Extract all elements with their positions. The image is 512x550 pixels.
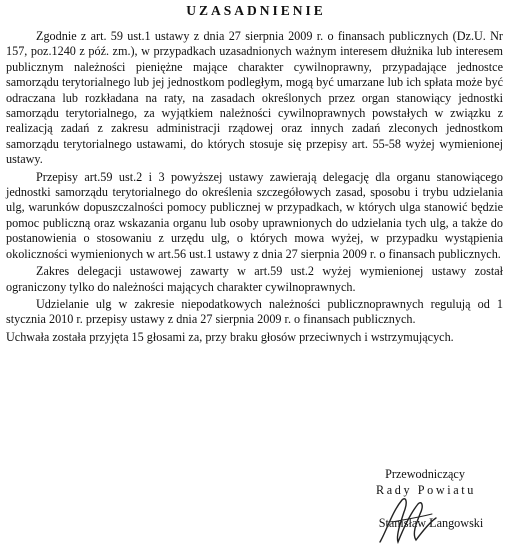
signature-organ: Rady Powiatu	[376, 483, 476, 498]
paragraph-scope: Zakres delegacji ustawowej zawarty w art.59 ust.2 wyżej wymienionej ustawy został ograniczony tylko do należności mających charakter cywilnoprawnych.	[6, 264, 503, 294]
paragraph-vote: Uchwała została przyjęta 15 głosami za, przy braku głosów przeciwnych i wstrzymujących.	[6, 329, 454, 344]
document-body	[6, 29, 503, 345]
paragraph-legal-basis: Zgodnie z art. 59 ust.1 ustawy z dnia 27 sierpnia 2009 r. o finansach publicznych (Dz.U. Nr 157, poz.1240 z póź. zm.), w przypadkach uzasadnionych ważnym interesem dłużnika lub interesem publicznym należności pieniężne mające charakter cywilnoprawny, przypadające jednostce samorządu terytorialnego lub jej jednostkom podległym, mogą być umarzane lub ich spłata może być odraczana lub rozkładana na raty, na zasadach określonych przez organ stanowiący jednostki samorządu terytorialnego, za wyjątkiem należności cywilnoprawnych powstałych w związku z realizacją zadań z zakresu administracji rządowej oraz innych zadań zleconych jednostkom samorządu terytorialnego ustawami, do których stosuje się przepisy art. 55-58 wyżej wymienionej ustawy.	[6, 29, 503, 167]
signature-block	[330, 467, 510, 531]
document-title: UZASADNIENIE	[186, 3, 326, 18]
paragraph-delegation: Przepisy art.59 ust.2 i 3 powyższej ustawy zawierają delegację dla organu stanowiącego jednostki samorządu terytorialnego do określenia szczegółowych zasad, sposobu i trybu udzielania ulg, warunków dopuszczalności pomocy publicznej w przypadkach, w których ulga stanowić będzie pomoc publiczną oraz wskazania organu lub osoby uprawnionych do udzielania tych ulg, a także do postanowienia o stosowaniu z urzędu ulg, o których mowa wyżej, w przypadku wystąpienia okoliczności wymienionych w art.56 ust.1 ustawy z dnia 27 sierpnia 2009 r. o finansach publicznych.	[6, 169, 503, 261]
signature-role: Przewodniczący	[385, 467, 465, 481]
paragraph-non-tax-receivables: Udzielanie ulg w zakresie niepodatkowych należności publicznoprawnych regulują od 1 stycznia 2010 r. przepisy ustawy z dnia 27 sierpnia 2009 r. o finansach publicznych.	[6, 296, 503, 327]
signature-name: Stanisław Langowski	[378, 515, 484, 530]
